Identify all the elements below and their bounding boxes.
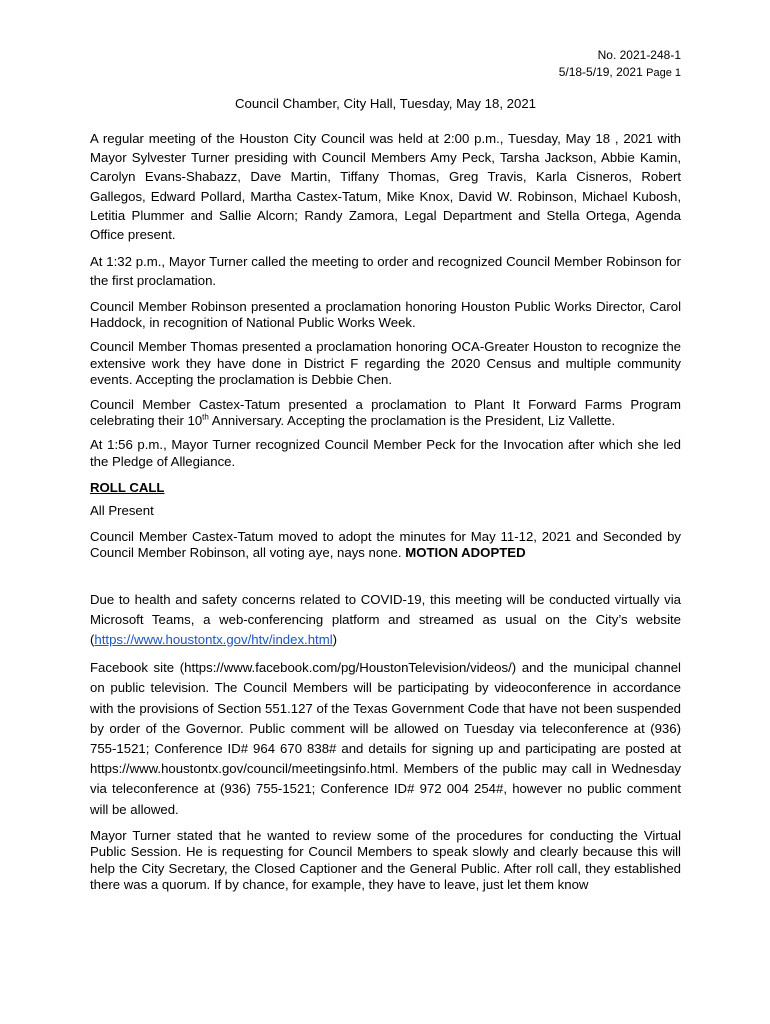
paragraph-minutes-motion: [90, 529, 681, 562]
paragraph-proclamation-castex-tatum: [90, 397, 681, 430]
paragraph-invocation: At 1:56 p.m., Mayor Turner recognized Council Member Peck for the Invocation after which she led the Pledge of Allegiance.: [90, 437, 681, 469]
document-dates: 5/18-5/19, 2021: [558, 65, 643, 79]
ordinal-suffix: th: [202, 412, 209, 422]
paragraph-text: Anniversary. Accepting the proclamation is the President, Liz Vallette.: [208, 413, 616, 429]
document-number: No. 2021-248-1: [597, 48, 681, 62]
document-date-line: [559, 64, 681, 82]
page-number: Page 1: [646, 67, 681, 79]
document-page: [90, 0, 681, 1024]
roll-call-status: All Present: [90, 503, 154, 519]
paragraph-text: Due to health and safety concerns related to COVID-19, this meeting will be conducted virtually via Microsoft Teams, a web-conferencing platform and streamed as usual on the City’s website (: [90, 591, 681, 647]
paragraph-text: Council Member Castex-Tatum presented a proclamation to Plant It Forward Farms Program celebrating their 10: [90, 396, 681, 429]
spacer: [90, 570, 681, 590]
paragraph-proclamation-robinson: Council Member Robinson presented a proclamation honoring Houston Public Works Director, Carol Haddock, in recognition of National Public Works Week.: [90, 298, 681, 331]
motion-status: MOTION ADOPTED: [405, 545, 526, 561]
paragraph-covid-notice: [90, 590, 681, 651]
page-title: Council Chamber, City Hall, Tuesday, May 18, 2021: [234, 96, 536, 111]
paragraph-attendance: A regular meeting of the Houston City Council was held at 2:00 p.m., Tuesday, May 18 , 2021 with Mayor Sylvester Turner presiding with Council Members Amy Peck, Tarsha Jackson, Abbie Kamin, Carolyn Evans-Shabazz, Dave Martin, Tiffany Thomas, Greg Travis, Karla Cisneros, Robert Gallegos, Edward Pollard, Martha Castex-Tatum, Mike Knox, David W. Robinson, Michael Kubosh, Letitia Plummer and Sallie Alcorn; Randy Zamora, Legal Department and Stella Ortega, Agenda Office present.: [90, 131, 681, 243]
paragraph-proclamation-thomas: Council Member Thomas presented a proclamation honoring OCA-Greater Houston to recognize the extensive work they have done in District F regarding the 2020 Census and multiple community events. Accepting the proclamation is Debbie Chen.: [90, 339, 681, 388]
document-header: [559, 47, 681, 82]
paragraph-text: ): [332, 631, 338, 647]
paragraph-procedures: Mayor Turner stated that he wanted to review some of the procedures for conducting the Virtual Public Session. He is requesting for Council Members to speak slowly and clearly because this will help the City Secretary, the Closed Captioner and the General Public. After roll call, they established there was a quorum. If by chance, for example, they have to leave, just let them know: [90, 827, 681, 892]
roll-call-heading: ROLL CALL: [90, 480, 165, 496]
paragraph-call-to-order: At 1:32 p.m., Mayor Turner called the meeting to order and recognized Council Member Robinson for the first proclamation.: [90, 254, 681, 289]
paragraph-public-comment: Facebook site (https://www.facebook.com/pg/HoustonTelevision/videos/) and the municipal channel on public television. The Council Members will be participating by videoconference in accordance with the provisions of Section 551.127 of the Texas Government Code that have not been suspended by order of the Governor. Public comment will be allowed on Tuesday via teleconference at (936) 755-1521; Conference ID# 964 670 838# and details for signing up and participating are posted at https://www.houstontx.gov/council/meetingsinfo.html. Members of the public may call in Wednesday via teleconference at (936) 755-1521; Conference ID# 972 004 254#, however no public comment will be allowed.: [90, 660, 681, 817]
city-website-link[interactable]: https://www.houstontx.gov/htv/index.html: [94, 631, 333, 647]
document-body: [90, 129, 681, 901]
paragraph-text: Council Member Castex-Tatum moved to adopt the minutes for May 11-12, 2021 and Seconded by Council Member Robinson, all voting aye, nays none.: [90, 528, 681, 561]
